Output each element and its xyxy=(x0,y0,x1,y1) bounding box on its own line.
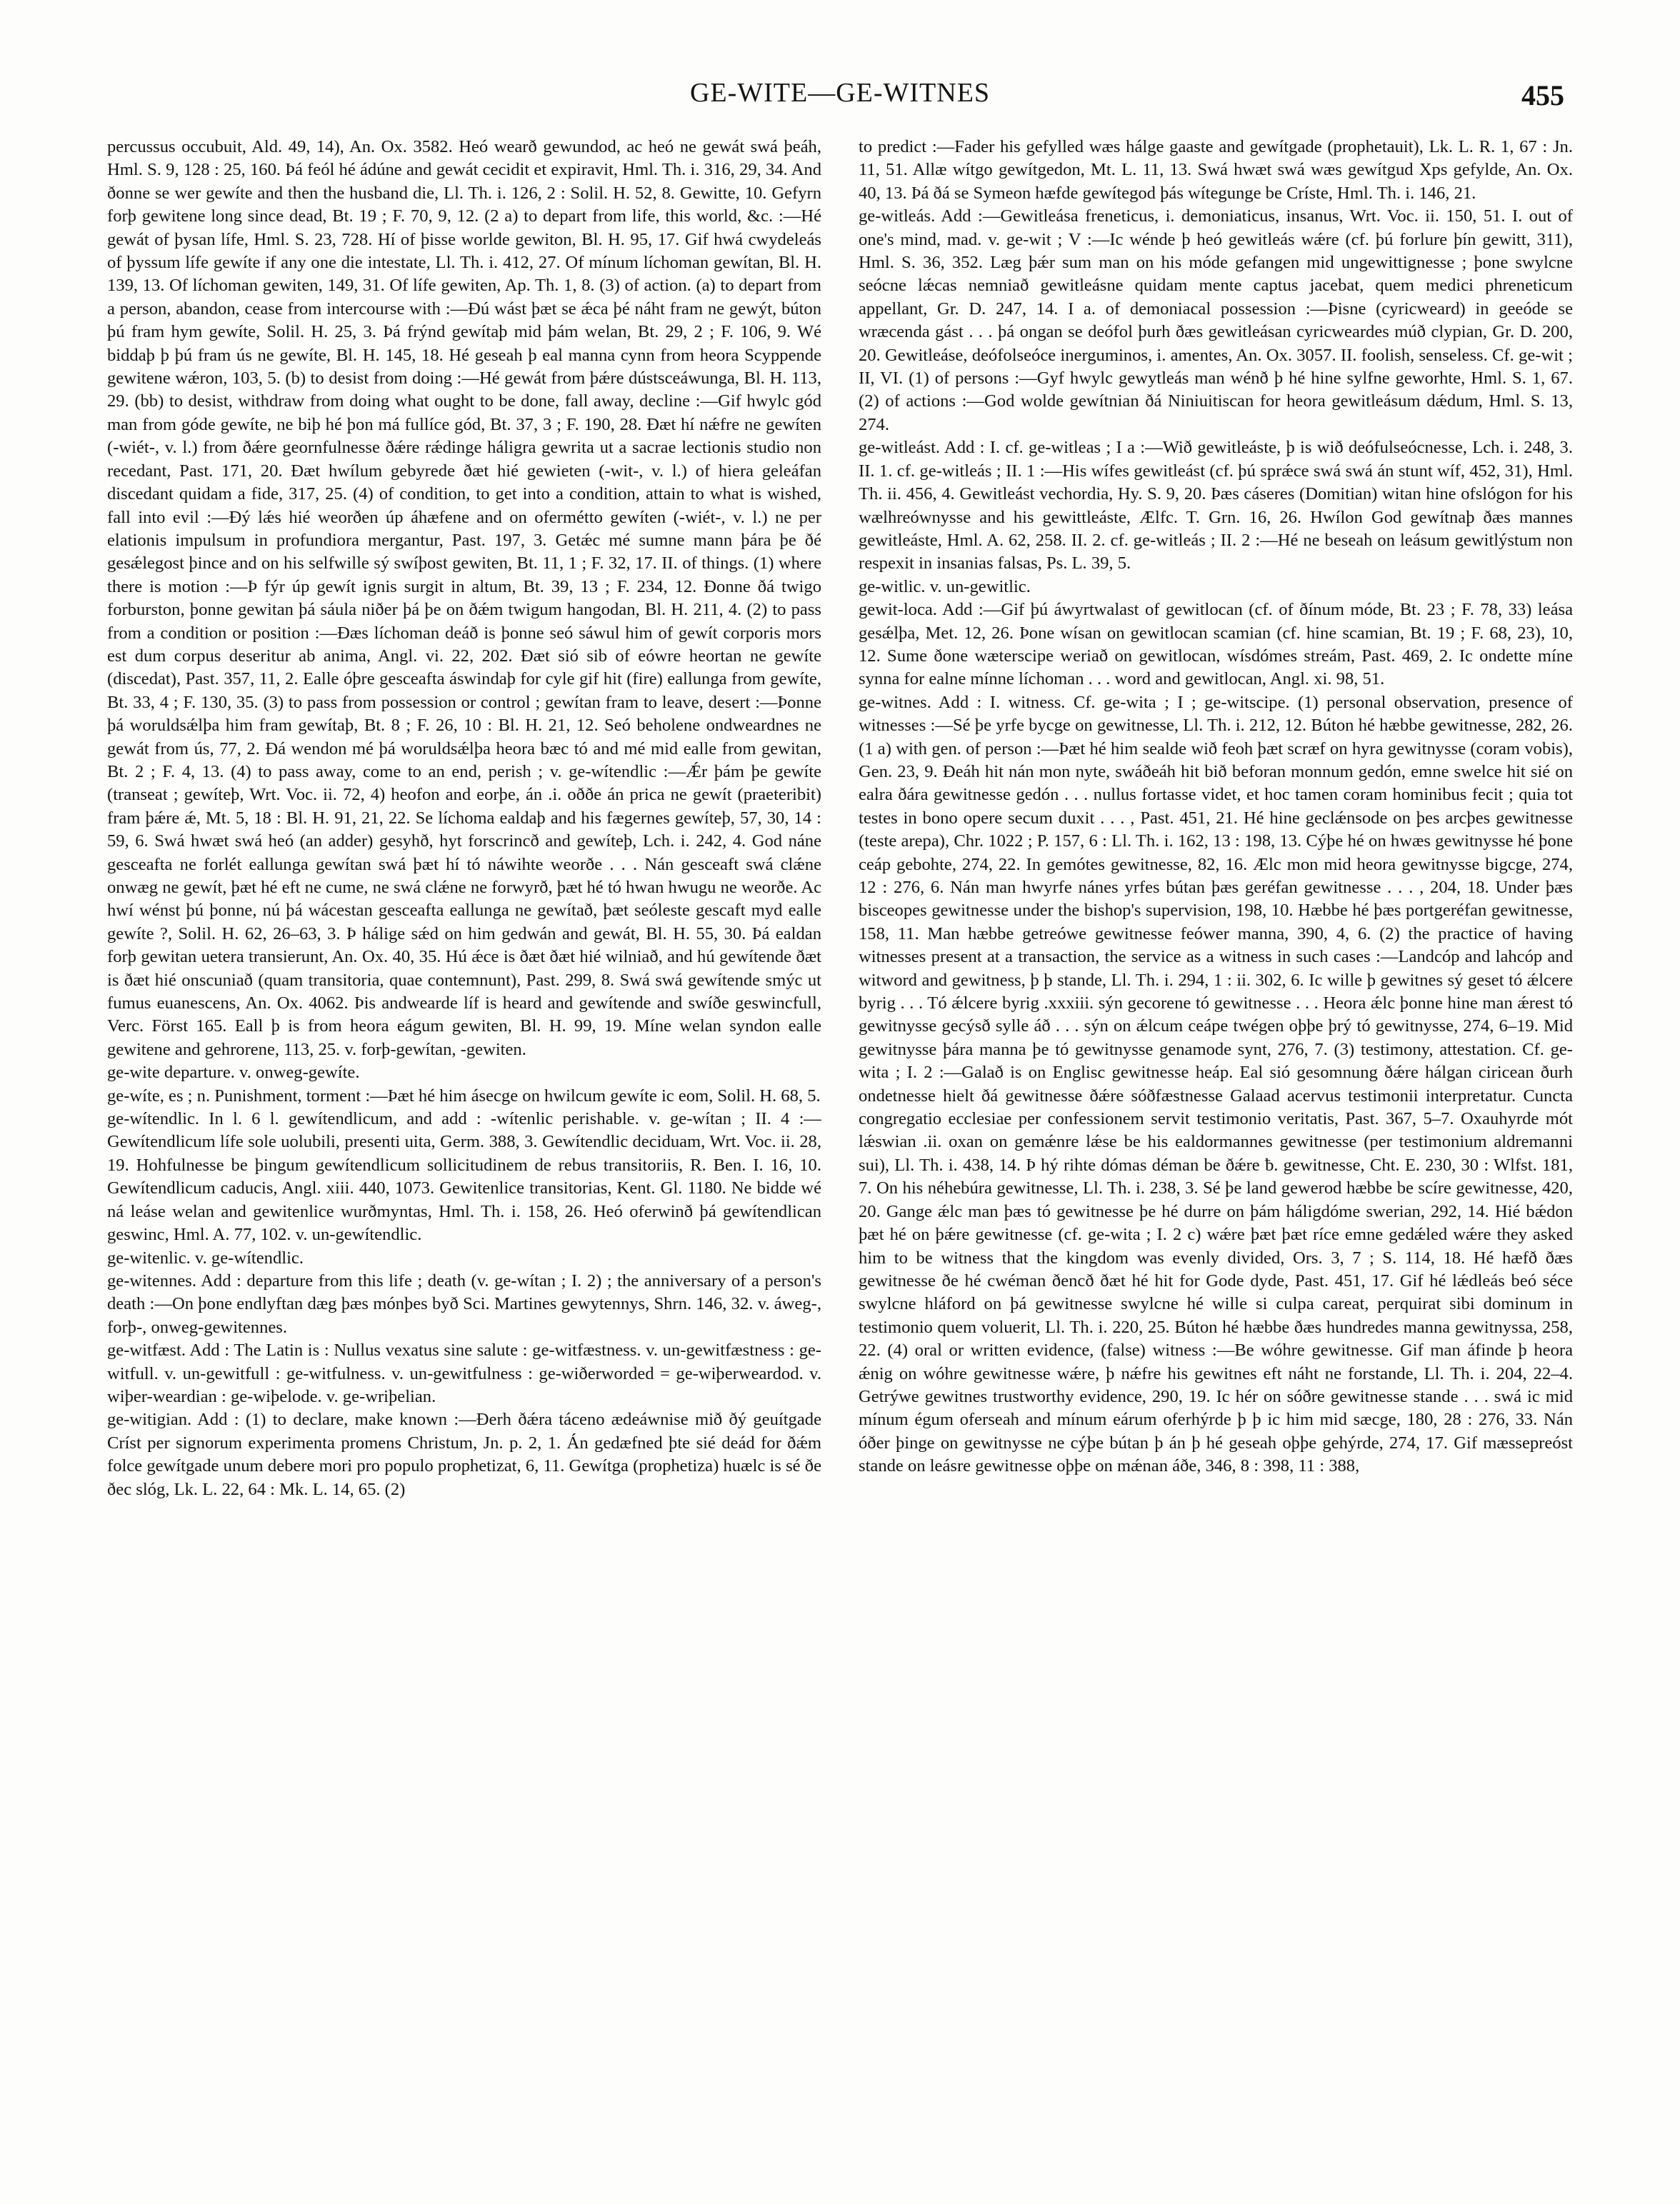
entry-paragraph: percussus occubuit, Ald. 49, 14), An. Ox. 3582. Heó wearð gewundod, ac heó ne gewát swá þeáh, Hml. S. 9, 128 : 25, 160. Þá feól hé ádúne and gewát cecidit et expiravit, Hml. Th. i. 316, 29, 34. And ðonne se wer gewíte and then the husband die, Ll. Th. i. 126, 2 : Solil. H. 52, 8. Gewitte, 10. Gefyrn forþ gewitene long since dead, Bt. 19 ; F. 70, 9, 12. (2 a) to depart from life, this world, &c. :—Hé gewát of þysan lífe, Hml. S. 23, 728. Hí of þisse worlde gewiton, Bl. H. 95, 17. Gif hwá cwydeleás of þyssum lífe gewíte if any one die intestate, Ll. Th. i. 412, 27. Of mínum líchoman gewítan, Bl. H. 139, 13. Of líchoman gewiten, 149, 31. Of lífe gewiten, Ap. Th. 1, 8. (3) of action. (a) to depart from a person, abandon, cease from intercourse with :—Ðú wást þæt se ǽca þé náht fram ne gewýt, búton þú fram hym gewíte, Solil. H. 25, 3. Þá frýnd gewítaþ mid þám welan, Bt. 29, 2 ; F. 106, 9. Wé biddaþ þ þú fram ús ne gewíte, Bl. H. 145, 18. Hé geseah þ eal manna cynn from heora Scyppende gewitene wǽron, 103, 5. (b) to desist from doing :—Hé gewát from þǽre dústsceáwunga, Bl. H. 113, 29. (bb) to desist, withdraw from doing what ought to be done, fall away, decline :—Gif hwylc gód man from góde gewíte, ne biþ hé þon má fullíce gód, Bt. 37, 3 ; F. 190, 28. Ðæt hí nǽfre ne gewíten (-wiét-, v. l.) from ðǽre geornfulnesse ðǽre rǽdinge háligra gewrita ut a sacrae lectionis studio non recedant, Past. 171, 20. Ðæt hwílum gebyrede ðæt hié gewieten (-wit-, v. l.) of hiera geleáfan discedant quidam a fide, 317, 25. (4) of condition, to get into a condition, attain to what is wished, fall into evil :—Ðý lǽs hié weorðen úp áhæfene and on ofermétto gewíten (-wiét-, v. l.) ne per elationis impulsum in profundiora mergantur, Past. 197, 3. Getǽc mé sumne mann þára þe ðé gesǽlegost þince and on his selfwille sý swíþost gewiten, Bt. 11, 1 ; F. 32, 17. II. of things. (1) where there is motion :—Þ fýr úp gewít ignis surgit in altum, Bt. 39, 13 ; F. 234, 12. Ðonne ðá twigo forburston, þonne gewitan þá sáula niðer þá þe on ðǽm twigum hangodan, Bl. H. 211, 4. (2) to pass from a condition or position :—Ðæs líchoman deáð is þonne seó sáwul him of gewít corporis mors est dum corpus deseritur ab anima, Angl. vi. 22, 202. Ðæt sió sib of eówre heortan ne gewíte (discedat), Past. 357, 11, 2. Ealle óþre gesceafta áswindaþ for cyle gif hit (fire) eallunga from gewíte, Bt. 33, 4 ; F. 130, 35. (3) to pass from possession or control ; gewítan fram to leave, desert :—Þonne þá woruldsǽlþa him fram gewítaþ, Bt. 8 ; F. 26, 10 : Bl. H. 21, 12. Seó beholene ondweardnes ne gewát from ús, 77, 2. Ðá wendon mé þá woruldsǽlþa heora bæc tó and mé mid ealle from gewitan, Bt. 2 ; F. 4, 13. (4) to pass away, come to an end, perish ; v. ge-wítendlic :—Ǽr þám þe gewíte (transeat ; gewíteþ, Wrt. Voc. ii. 72, 4) heofon and eorþe, án .i. oððe án prica ne gewít (praeteribit) fram þǽre ǽ, Mt. 5, 18 : Bl. H. 91, 21, 22. Se líchoma ealdaþ and his fægernes gewíteþ, 57, 30, 14 : 59, 6. Swá hwæt swá heó (an adder) gesyhð, hyt forscrincð and gewíteþ, Lch. i. 242, 4. God náne gesceafta ne forlét eallunga gewítan swá þæt hí tó náwihte weorðe . . . Nán gesceaft swá clǽne onwæg ne gewít, þæt hé eft ne cume, ne swá clǽne ne forwyrð, þæt hé tó hwan hwugu ne weorðe. Ac hwí wénst þú þonne, nú þá wácestan gesceafta eallunga ne gewítað, þæt seóleste gescaft myd ealle gewíte ?, Solil. H. 62, 26–63, 3. Þ hálige sǽd on him gedwán and gewát, Bl. H. 55, 30. Þá ealdan forþ gewitan uetera transierunt, An. Ox. 40, 35. Hú ǽce is ðæt ðæt hié wilniað, and hú gewítende ðæt is ðæt hié onscuniað (quam transitoria, quae contemnunt), Past. 299, 8. Swá swá gewítende smýc ut fumus euanescens, An. Ox. 4062. Þis andwearde líf is heard and gewítende and swíðe geswincfull, Verc. Först 165. Eall þ is from heora eágum gewiten, Bl. H. 99, 19. Míne welan syndon ealle gewitene and gehrorene, 113, 25. v. forþ-gewítan, -gewiten. xyxy=(107,137,821,1059)
running-head: GE-WITE—GE-WITNES xyxy=(689,78,991,108)
entry-paragraph: ge-witleás. Add :—Gewitleása freneticus, i. demoniaticus, insanus, Wrt. Voc. ii. 150, 51. I. out of one's mind, mad. v. ge-wit ; V :—Ic wénde þ heó gewitleás wǽre (cf. þú forlure þín gewitt, 311), Hml. S. 36, 352. Læg þǽr sum man on his móde gefangen mid ungewittignesse ; þone swylcne seócne lǽcas nemniað gewitleásne quidam mente captus jacebat, quem medici phreneticum appellant, Gr. D. 247, 14. I a. of demoniacal possession :—Þisne (cyricweard) in geeóde se wræcenda gást . . . þá ongan se deófol þurh ðæs gewitleásan cyricweardes múð clypian, Gr. D. 200, 20. Gewitleáse, deófolseóce inerguminos, i. amentes, An. Ox. 3057. II. foolish, senseless. Cf. ge-wit ; II, VI. (1) of persons :—Gyf hwylc gewytleás man wénð þ hé hine sylfne geworhte, Hml. S. 1, 67. (2) of actions :—God wolde gewítnian ðá Niniuitiscan for heora gewitleásum dǽdum, Hml. S. 13, 274. xyxy=(859,206,1573,434)
right-column xyxy=(859,136,1573,2178)
entry-paragraph: to predict :—Fader his gefylled wæs hálge gaaste and gewítgade (prophetauit), Lk. L. R. 1, 67 : Jn. 11, 51. Allæ wítgo gewítgedon, Mt. L. 11, 13. Swá hwæt swá wæs gewítgud Xps gefylde, An. Ox. 40, 13. Þá ðá se Symeon hæfde gewítegod þás wítegunge be Críste, Hml. Th. i. 146, 21. xyxy=(859,137,1573,203)
entry-paragraph: ge-witnes. Add : I. witness. Cf. ge-wita ; I ; ge-witscipe. (1) personal observation, presence of witnesses :—Sé þe yrfe bycge on gewitnesse, Ll. Th. i. 212, 12. Búton hé hæbbe gewitnesse, 282, 26. (1 a) with gen. of person :—Þæt hé him sealde wið feoh þæt scræf on hyra gewitnysse (coram vobis), Gen. 23, 9. Ðeáh hit nán mon nyte, swáðeáh hit bið beforan monnum gedón, emne swelce hit sié on ealra ðára gewitnesse gedón . . . nullus fortasse videt, et hoc tamen coram hominibus fecit ; quia tot testes in bono opere secum duxit . . . , Past. 451, 21. Hé hine geclǽnsode on þes arcþes gewitnesse (teste arepa), Chr. 1022 ; P. 157, 6 : Ll. Th. i. 162, 13 : 198, 13. Cýþe hé on hwæs gewitnysse hé þone ceáp gebohte, 274, 22. In gemótes gewitnesse, 82, 16. Ælc mon mid heora gewitnysse bigcge, 274, 12 : 276, 6. Nán man hwyrfe nánes yrfes bútan þæs geréfan gewitnesse . . . , 204, 18. Under þæs bisceopes gewitnesse under the bishop's supervision, 198, 10. Hæbbe hé þæs portgeréfan gewitnesse, 158, 11. Man hæbbe getreówe gewitnesse feówer manna, 390, 4, 6. (2) the practice of having witnesses present at a transaction, the service as a witness in such cases :—Landcóp and lahcóp and witword and gewitness, þ þ stande, Ll. Th. i. 294, 1 : ii. 302, 6. Ic wille þ gewitnes sý geset tó ǽlcere byrig . . . Tó ǽlcere byrig .xxxiii. sýn gecorene tó gewitnesse . . . Heora ǽlc þonne hine man ǽrest tó gewitnysse gecýsð sylle áð . . . sýn on ǽlcum ceápe twégen oþþe þrý tó gewitnysse, 274, 6–19. Mid gewitnysse þára manna þe tó gewitnysse genamode synt, 276, 7. (3) testimony, attestation. Cf. ge-wita ; I. 2 :—Galað is on Englisc gewitnesse heáp. Eal sió gesomnung ðǽre hálgan ciricean ðurh ondetnesse hielt ðá gewitnesse ðǽre sóðfæstnesse Galaad acervus testimonii interpretatur. Cuncta congregatio ecclesiae per confessionem servit testimonio veritatis, Past. 367, 5–7. Oxauhyrde mót lǽswian .ii. oxan on gemǽnre lǽse be his ealdormannes gewitnesse (per testimonium aldremanni sui), Ll. Th. i. 438, 14. Þ hý rihte dómas déman be ðǽre ƀ. gewitnesse, Cht. E. 230, 30 : Wlfst. 181, 7. On his néhebúra gewitnesse, Ll. Th. i. 238, 3. Sé þe land gewerod hæbbe be scíre gewitnesse, 420, 20. Gange ǽlc man þæs tó gewitnesse þe hé durre on þám háligdóme swerian, 292, 14. Hié bǽdon þæt hé on þǽre gewitnesse (cf. ge-wita ; I. 2 c) wǽre þæt þæt ríce emne gedǽled wǽre they asked him to be witness that the kingdom was evenly divided, Ors. 3, 7 ; S. 114, 18. Hé hæfð ðæs gewitnesse ðe hé cwéman ðencð ðæt hé hit for Gode dyde, Past. 451, 17. Gif hé lǽdleás beó séce swylcne hláford on þá gewitnesse swylcne hé wille si culpa careat, perquirat sibi dominum in testimonio quem voluerit, Ll. Th. i. 220, 25. Búton hé hæbbe ðæs hundredes manna gewitnyssa, 258, 22. (4) oral or written evidence, (false) witness :—Be wóhre gewitnesse. Gif man áfinde þ heora ǽnig on wóhre gewitnesse wǽre, þ nǽfre his gewitnes eft náht ne forstande, Ll. Th. i. 204, 22–4. Getrýwe gewitnes trustworthy evidence, 290, 19. Ic hér on sóðre gewitnesse stande . . . swá ic mid mínum égum oferseah and mínum eárum oferhýrde þ þ ic him mid sæcge, 180, 28 : 276, 33. Nán óðer þinge on gewitnysse ne cýþe bútan þ án þ hé geseah oþþe gehýrde, 274, 17. Gif mæssepreóst stande on leásre gewitnesse oþþe on mǽnan áðe, 346, 8 : 398, 11 : 388, xyxy=(859,692,1573,1476)
entry-paragraph: ge-witigian. Add : (1) to declare, make known :—Ðerh ðǽra táceno ædeáwnise mið ðý geuítgade Críst per signorum experimenta promens Christum, Jn. p. 2, 1. Án gedæfned þte sié deád for ðǽm folce gewítgade unum debere mori pro populo prophetizat, 6, 11. Gewítga (prophetiza) huælc is sé ðe ðec slóg, Lk. L. 22, 64 : Mk. L. 14, 65. (2) xyxy=(107,1410,821,1499)
entry-paragraph: ge-witfæst. Add : The Latin is : Nullus vexatus sine salute : ge-witfæstness. v. un-gewitfæstness : ge-witfull. v. un-gewitfull : ge-witfulness. v. un-gewitfulness : ge-wiðerworded = ge-wiþerweardod. v. wiþer-weardian : ge-wiþelode. v. ge-wriþelian. xyxy=(107,1341,821,1406)
entry-paragraph: ge-witenlic. v. ge-wítendlic. xyxy=(107,1248,304,1268)
entry-paragraph: ge-witlic. v. un-gewitlic. xyxy=(859,576,1031,596)
entry-paragraph: ge-wíte, es ; n. Punishment, torment :—Þæt hé him ásecge on hwilcum gewíte ic eom, Solil. H. 68, 5. xyxy=(107,1086,821,1106)
page-number: 455 xyxy=(1521,79,1564,111)
entry-paragraph: ge-wítendlic. In l. 6 l. gewítendlicum, and add : -wítenlic perishable. v. ge-wítan ; II. 4 :—Gewítendlicum lífe sole uolubili, presenti uita, Germ. 388, 3. Gewítendlic deciduam, Wrt. Voc. ii. 28, 19. Hohfulnesse be þingum gewítendlicum sollicitudinem de rebus transitoriis, R. Ben. I. 16, 10. Gewítendlicum caducis, Angl. xiii. 440, 1073. Gewitenlice transitorias, Kent. Gl. 1180. Ne bidde wé ná leáse welan and gewitenlice wurðmyntas, Hml. Th. i. 158, 26. Heó oferwinð þá gewítendlican geswinc, Hml. A. 77, 102. v. un-gewítendlic. xyxy=(107,1109,821,1245)
text-columns xyxy=(107,136,1573,2178)
entry-paragraph: ge-witleást. Add : I. cf. ge-witleas ; I a :—Wið gewitleáste, þ is wið deófulseócnesse, Lch. i. 248, 3. II. 1. cf. ge-witleás ; II. 1 :—His wífes gewitleást (cf. þú sprǽce swá swá án stunt wíf, 452, 31), Hml. Th. ii. 456, 4. Gewitleást vechordia, Hy. S. 9, 20. Þæs cáseres (Domitian) witan hine ofslógon for his wælhreównysse and his gewittleáste, Ælfc. T. Grn. 16, 26. Hwílon God gewítnaþ ðæs mannes gewitleáste, Hml. A. 62, 258. II. 2. cf. ge-witleás ; II. 2 :—Hé ne beseah on leásum gewitlýstum non respexit in insanias falsas, Ps. L. 39, 5. xyxy=(859,438,1573,573)
entry-paragraph: ge-witennes. Add : departure from this life ; death (v. ge-wítan ; I. 2) ; the anniversary of a person's death :—On þone endlyftan dæg þæs mónþes byð Sci. Martines gewytennys, Shrn. 146, 32. v. áweg-, forþ-, onweg-gewitennes. xyxy=(107,1271,821,1337)
entry-paragraph: gewit-loca. Add :—Gif þú áwyrtwalast of gewitlocan (cf. of ðínum móde, Bt. 23 ; F. 78, 33) leása gesǽlþa, Met. 12, 26. Þone wísan on gewitlocan scamian (cf. hine scamian, Bt. 19 ; F. 68, 23), 10, 12. Sume ðone wæterscipe weriað on gewitlocan, wísdómes streám, Past. 469, 2. Ic ondette míne synna for ealne mínne líchoman . . . word and gewitlocan, Angl. xi. 98, 51. xyxy=(859,600,1573,689)
entry-paragraph: ge-wite departure. v. onweg-gewíte. xyxy=(107,1063,360,1083)
page-header xyxy=(107,77,1573,120)
left-column xyxy=(107,136,821,2178)
